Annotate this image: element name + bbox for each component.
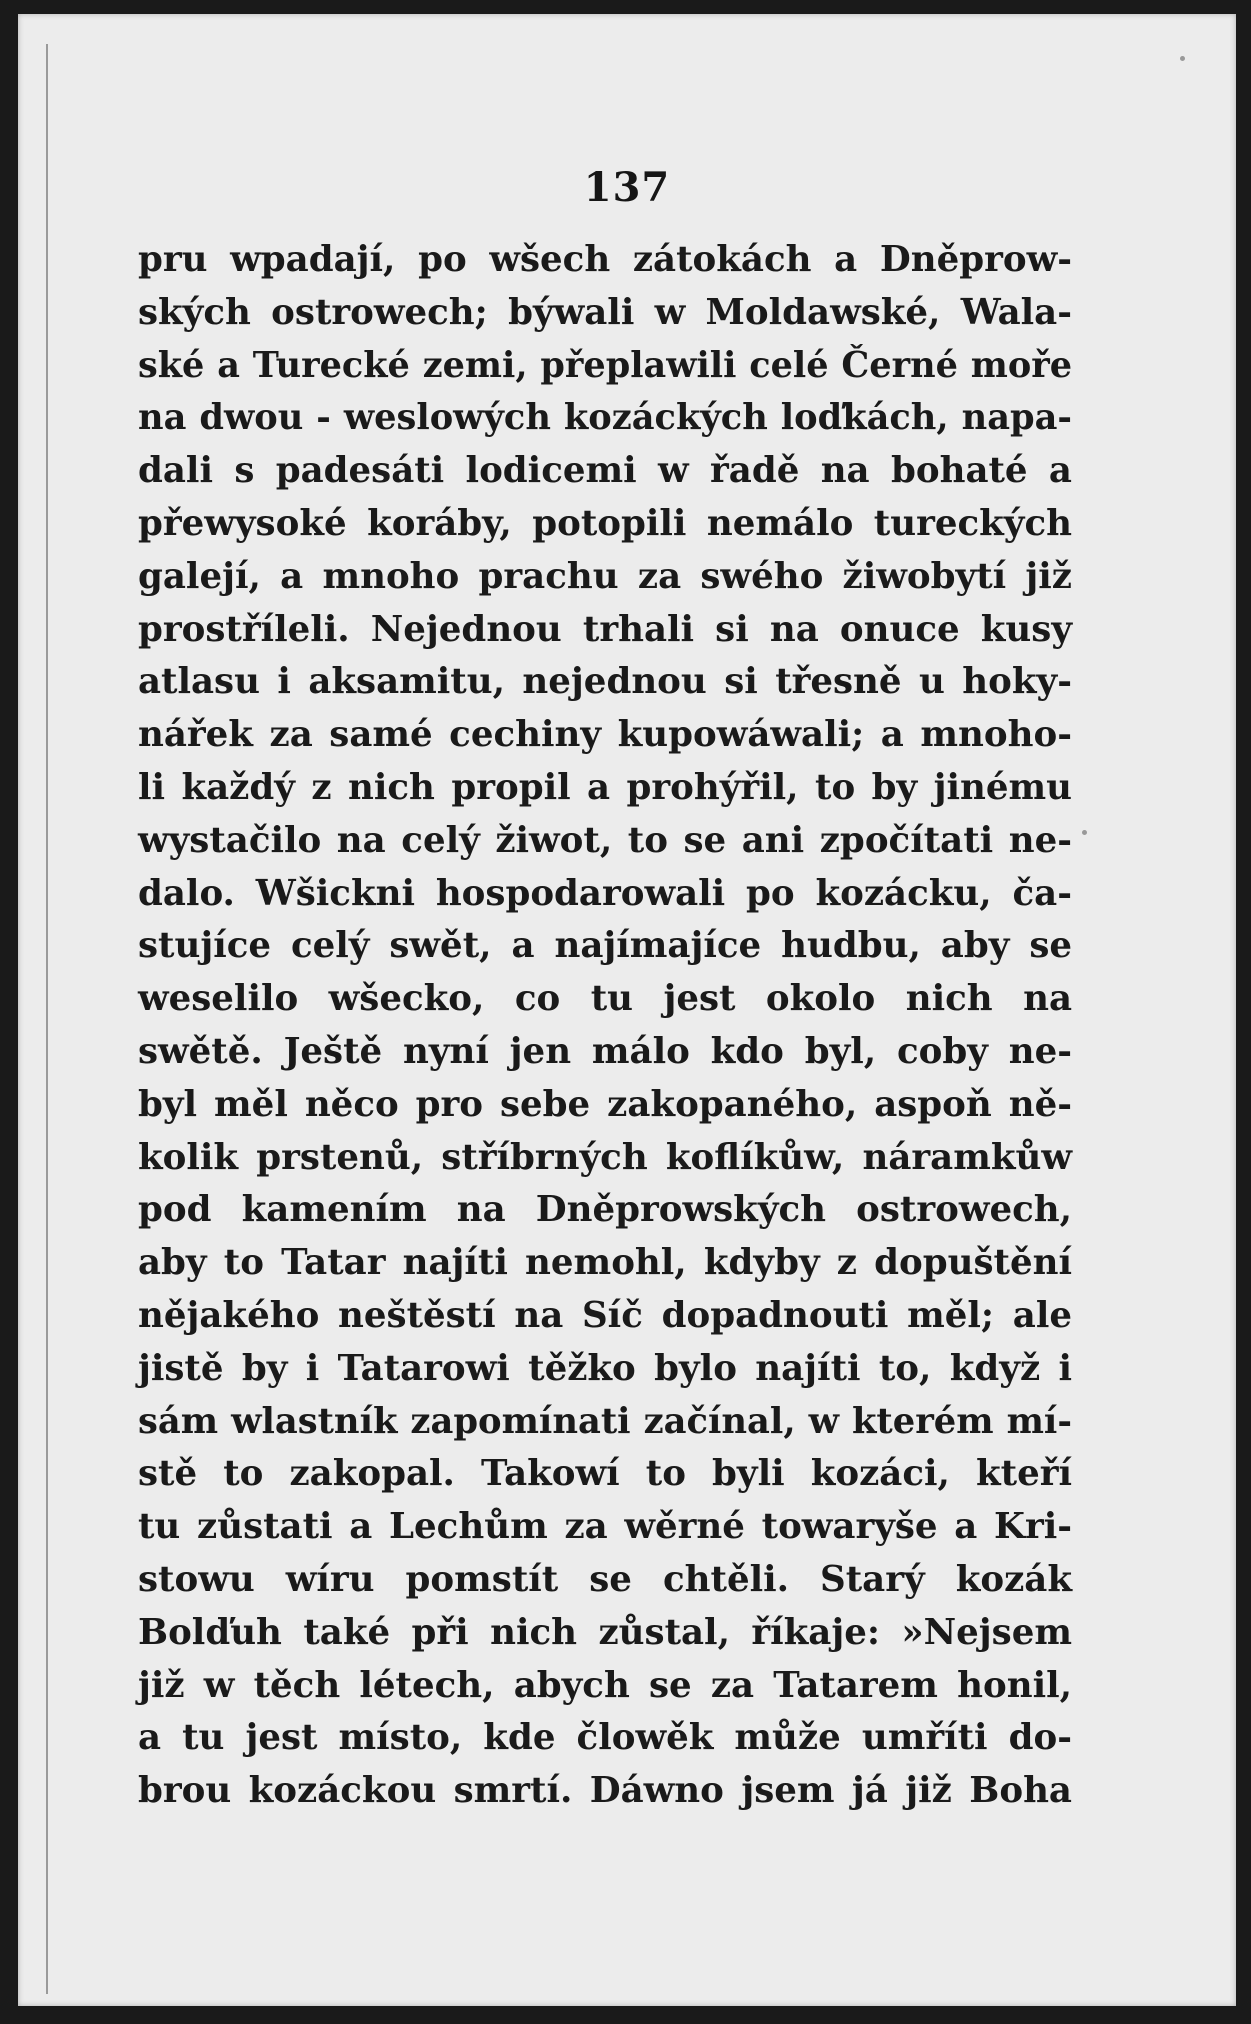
text-line: přewysoké koráby, potopili nemálo tureckých	[138, 502, 1072, 544]
text-line: stowu wíru pomstít se chtěli. Starý kozák	[138, 1558, 1072, 1600]
book-page	[18, 14, 1236, 2006]
text-line: galejí, a mnoho prachu za swého žiwobytí již	[138, 555, 1072, 597]
text-line: dali s padesáti lodicemi w řadě na bohaté a	[138, 450, 1072, 492]
paper-speck	[1180, 56, 1185, 61]
text-line: jistě by i Tatarowi těžko bylo najíti to, když i	[138, 1347, 1072, 1389]
text-line: stě to zakopal. Takowí to byli kozáci, kteří	[138, 1453, 1072, 1495]
text-line: Bolďuh také při nich zůstal, říkaje: »Nejsem	[138, 1611, 1072, 1653]
body-text	[138, 234, 1072, 1818]
text-line: ských ostrowech; býwali w Moldawské, Wala-	[138, 291, 1072, 333]
text-line: a tu jest místo, kde člowěk může umříti do-	[138, 1717, 1072, 1759]
text-line: pod kamením na Dněprowských ostrowech,	[138, 1189, 1072, 1231]
text-line: dalo. Wšickni hospodarowali po kozácku, ča-	[138, 872, 1072, 914]
text-line: li každý z nich propil a prohýřil, to by jinému	[138, 766, 1072, 808]
text-line: stujíce celý swět, a najímajíce hudbu, aby se	[138, 925, 1072, 967]
text-line: aby to Tatar najíti nemohl, kdyby z dopuštění	[138, 1242, 1072, 1284]
text-line: prostříleli. Nejednou trhali si na onuce kusy	[138, 608, 1072, 650]
page-edge-line	[46, 44, 48, 1994]
text-line: byl měl něco pro sebe zakopaného, aspoň ně-	[138, 1083, 1072, 1125]
text-line: weselilo wšecko, co tu jest okolo nich na	[138, 978, 1072, 1020]
text-line: sám wlastník zapomínati začínal, w kterém mí-	[138, 1400, 1072, 1442]
text-line: již w těch létech, abych se za Tatarem honil,	[138, 1664, 1072, 1706]
text-line: kolik prstenů, stříbrných koflíkůw, náramkůw	[138, 1136, 1072, 1178]
text-line: tu zůstati a Lechům za wěrné towaryše a Kri-	[138, 1506, 1072, 1548]
page-number: 137	[583, 164, 671, 211]
text-line: pru wpadají, po wšech zátokách a Dněprow-	[138, 239, 1072, 280]
text-line: nějakého neštěstí na Síč dopadnouti měl; ale	[138, 1294, 1072, 1336]
text-line: ské a Turecké zemi, přeplawili celé Černé moře	[138, 344, 1072, 386]
text-line: swětě. Ještě nyní jen málo kdo byl, coby ne-	[138, 1030, 1072, 1072]
text-line: wystačilo na celý žiwot, to se ani zpočítati ne-	[138, 819, 1072, 861]
text-line: brou kozáckou smrtí. Dáwno jsem já již Boha	[138, 1770, 1072, 1812]
text-line: nářek za samé cechiny kupowáwali; a mnoho-	[138, 714, 1072, 756]
text-line: atlasu i aksamitu, nejednou si třesně u hoky-	[138, 661, 1072, 703]
text-line: na dwou - weslowých kozáckých loďkách, napa-	[138, 397, 1072, 439]
paper-speck	[1082, 830, 1087, 835]
